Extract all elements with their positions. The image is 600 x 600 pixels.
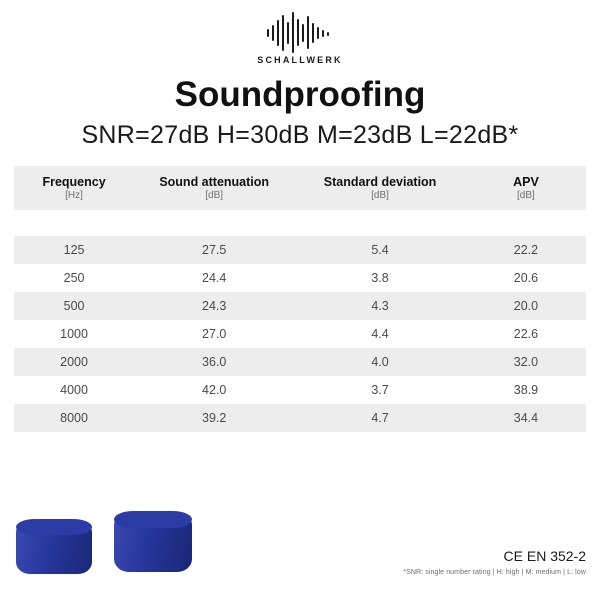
table-row <box>14 348 586 376</box>
cell-attenuation: 24.4 <box>202 271 227 285</box>
rating-summary: SNR=27dB H=30dB M=23dB L=22dB* <box>81 121 519 149</box>
cell-apv: 20.0 <box>466 292 586 320</box>
table-row <box>14 404 586 432</box>
cell-attenuation: 39.2 <box>134 404 294 432</box>
column-header-frequency: Frequency <box>14 166 134 190</box>
attenuation-table-wrapper <box>14 166 586 432</box>
sound-wave-icon <box>257 10 343 54</box>
cell-frequency: 8000 <box>14 404 134 432</box>
table-row <box>14 236 586 264</box>
table-header-row <box>14 166 586 190</box>
cell-deviation: 4.4 <box>371 327 389 341</box>
cell-frequency: 250 <box>63 271 85 285</box>
column-header-deviation: Standard deviation <box>294 166 466 190</box>
column-unit-attenuation: [dB] <box>134 190 294 210</box>
cell-deviation: 4.0 <box>294 348 466 376</box>
column-header-attenuation: Sound attenuation <box>134 166 294 190</box>
cell-attenuation: 42.0 <box>202 383 227 397</box>
column-unit-deviation: [dB] <box>294 190 466 210</box>
cell-frequency: 1000 <box>60 327 88 341</box>
column-unit-frequency: [Hz] <box>14 190 134 210</box>
cell-deviation: 3.7 <box>371 383 389 397</box>
cell-deviation: 3.8 <box>371 271 389 285</box>
earplugs-image <box>14 498 194 578</box>
footnote: *SNR: single number rating | H: high | M: medium | L: low <box>403 569 586 576</box>
column-unit-apv: [dB] <box>466 190 586 210</box>
cell-attenuation: 24.3 <box>134 292 294 320</box>
cell-apv: 38.9 <box>513 383 539 397</box>
table-row <box>14 264 586 292</box>
table-row <box>14 320 586 348</box>
cell-apv: 32.0 <box>466 348 586 376</box>
cell-apv: 34.4 <box>466 404 586 432</box>
brand-logo <box>0 0 600 65</box>
cell-attenuation: 36.0 <box>134 348 294 376</box>
cell-attenuation: 27.5 <box>134 236 294 264</box>
earplug-right <box>114 512 192 572</box>
cell-frequency: 125 <box>14 236 134 264</box>
cell-apv: 22.6 <box>513 327 539 341</box>
table-row <box>14 376 586 404</box>
table-unit-row <box>14 190 586 210</box>
table-row <box>14 292 586 320</box>
earplug-left <box>16 520 92 574</box>
table-gap-row <box>14 210 586 236</box>
cell-attenuation: 27.0 <box>202 327 227 341</box>
certification-label: CE EN 352-2 <box>503 548 586 564</box>
cell-frequency: 4000 <box>60 383 88 397</box>
footer <box>403 548 586 576</box>
cell-deviation: 5.4 <box>294 236 466 264</box>
cell-deviation: 4.7 <box>294 404 466 432</box>
column-header-apv: APV <box>466 166 586 190</box>
page-title: Soundproofing <box>174 75 426 114</box>
cell-frequency: 500 <box>14 292 134 320</box>
cell-deviation: 4.3 <box>294 292 466 320</box>
attenuation-table <box>14 166 586 432</box>
brand-name: SCHALLWERK <box>257 55 343 65</box>
cell-apv: 22.2 <box>466 236 586 264</box>
cell-frequency: 2000 <box>14 348 134 376</box>
cell-apv: 20.6 <box>513 271 539 285</box>
